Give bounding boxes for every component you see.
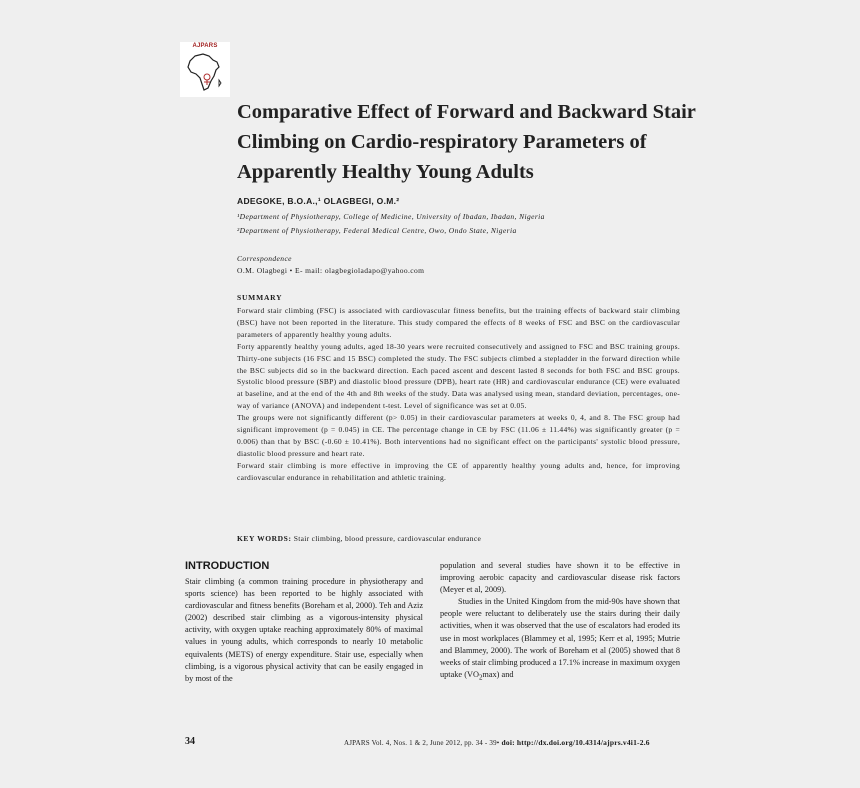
paragraph-text: Studies in the United Kingdom from the mid-90s have shown that people were reluctant to deliberately use the stairs during their daily activities, when it was observed that the use of escalators had eroded its use in most workplaces (Blammey et al, 1995; Kerr et al, 1995; Mutrie and Blammey, 2000). The work of Boreham et al (2005) showed that 8 weeks of stair climbing produced a 17.1% increase in maximum oxygen uptake (VO (440, 597, 680, 679)
subscript: 2 (478, 674, 483, 682)
paper-title: Comparative Effect of Forward and Backward Stair Climbing on Cardio-respiratory Parameters of Apparently Healthy Young Adults (237, 101, 696, 183)
keywords-text: Stair climbing, blood pressure, cardiovascular endurance (291, 534, 482, 543)
authors: ADEGOKE, B.O.A.,¹ OLAGBEGI, O.M.² (237, 196, 400, 206)
intro-paragraph: population and several studies have shown it to be effective in improving aerobic capacity and cardiovascular disease risk factors (Meyer et al, 2009). (440, 561, 680, 595)
affiliation-2: ²Department of Physiotherapy, Federal Medical Centre, Owo, Ondo State, Nigeria (237, 226, 517, 235)
africa-map-icon (183, 50, 227, 94)
summary-paragraph: The groups were not significantly different (p> 0.05) in their cardiovascular parameters at weeks 0, 4, and 8. The FSC group had significant improvement (p = 0.045) in CE. The percentage change in CE by FSC (11.06 ± 11.44%) was significantly greater (p = 0.006) than that by BSC (-0.60 ± 10.41%). Both interventions had no significant effect on the participants' systolic blood pressure, diastolic blood pressure and heart rate. (237, 413, 680, 458)
page-number: 34 (185, 736, 195, 747)
keywords (237, 534, 481, 543)
correspondence-text: O.M. Olagbegi • E- mail: olagbegioladapo@yahoo.com (237, 266, 425, 275)
paragraph-text-end: max) and (482, 669, 514, 679)
left-column (185, 576, 423, 685)
right-column (440, 560, 680, 685)
doi-link[interactable]: doi: http://dx.doi.org/10.4314/ajprs.v4i1-2.6 (499, 738, 650, 747)
summary-heading: SUMMARY (237, 293, 283, 302)
correspondence-heading: Correspondence (237, 254, 292, 263)
footer-citation (344, 738, 650, 747)
summary-paragraph: Forward stair climbing (FSC) is associated with cardiovascular fitness benefits, but the training effects of backward stair climbing (BSC) have not been reported in the literature. This study compared the effects of 8 weeks of FSC and BSC on the cardiovascular parameters of apparently healthy young adults. (237, 306, 680, 339)
intro-paragraph: Stair climbing (a common training procedure in physiotherapy and sports science) has been reported to be highly associated with cardiovascular and fitness benefits (Boreham et al, 2000). Teh and Aziz (2002) described stair climbing as a vigorous-intensity physical activity, with oxygen uptake reaching approximately 80% of maximal values in young adults, which corresponds to nearly 10 metabolic equivalents (METS) of energy expenditure. Stair use, especially when climbing, is a vigorous physical activity that can be easily engaged in by most of the (185, 577, 423, 683)
introduction-heading: INTRODUCTION (185, 560, 270, 572)
journal-citation: AJPARS Vol. 4, Nos. 1 & 2, June 2012, pp. 34 - 39• (344, 739, 500, 747)
summary-body (237, 305, 680, 484)
logo-text: AJPARS (192, 43, 218, 49)
journal-logo (180, 42, 230, 97)
intro-paragraph (440, 596, 680, 684)
affiliation-1: ¹Department of Physiotherapy, College of Medicine, University of Ibadan, Ibadan, Nigeria (237, 212, 545, 221)
summary-paragraph: Forty apparently healthy young adults, aged 18-30 years were recruited consecutively and assigned to FSC and BSC training groups. Thirty-one subjects (16 FSC and 15 BSC) completed the study. The FSC subjects climbed a stepladder in the forward direction while the BSC subjects did so in the backward direction. Each paced ascent and descent lasted 8 seconds for both FSC and BSC groups. Systolic blood pressure (SBP) and diastolic blood pressure (DPB), heart rate (HR) and cardiovascular endurance (CE) were evaluated at baseline, and at the end of the 4th and 8th weeks of the study. Data was analysed using mean, standard deviation, percentages, one-way of variance (ANOVA) and independent t-test. Level of significance was set at 0.05. (237, 341, 680, 411)
keywords-label: KEY WORDS: (237, 534, 292, 543)
summary-paragraph: Forward stair climbing is more effective in improving the CE of apparently healthy young adults and, hence, for improving cardiovascular endurance in rehabilitation and athletic training. (237, 460, 680, 482)
